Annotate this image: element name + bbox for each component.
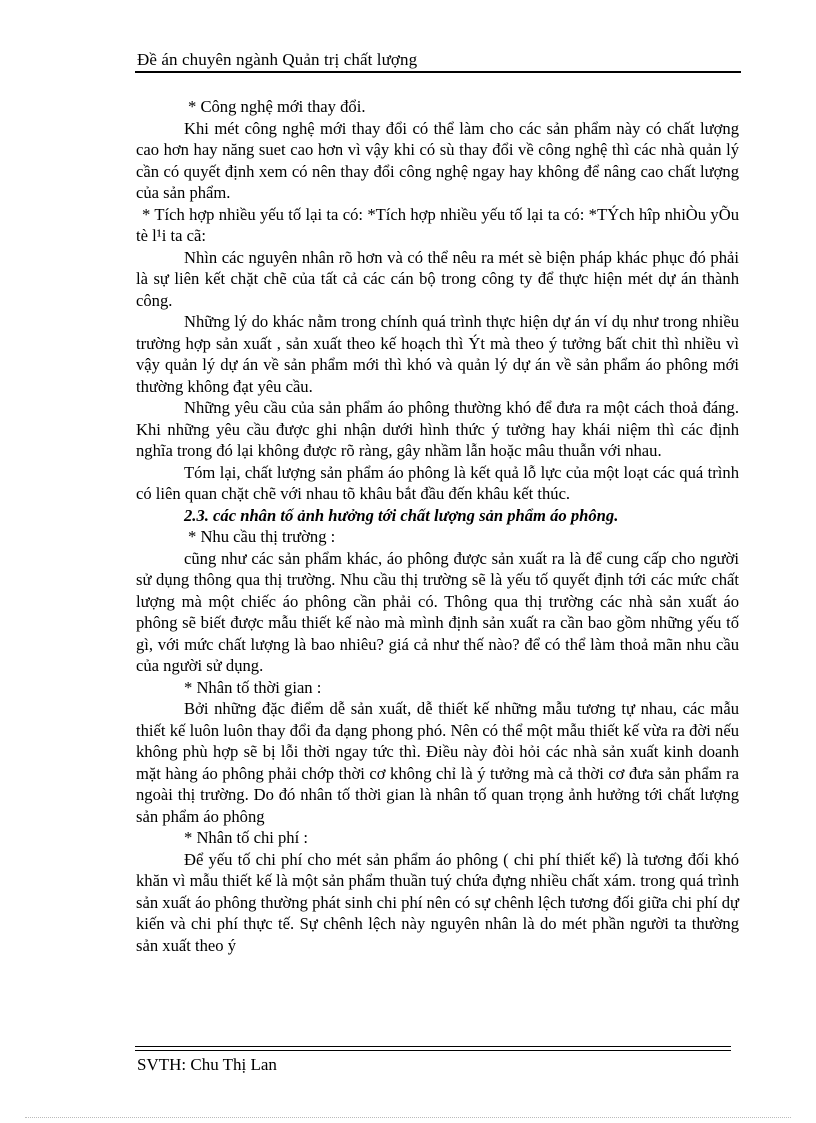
subheading-time-factor: * Nhân tố thời gian :	[184, 677, 322, 697]
section-heading: 2.3. các nhân tố ảnh hưởng tới chất lượng sản phẩm áo phông.	[184, 505, 619, 525]
paragraph-market-demand: cũng như các sản phẩm khác, áo phông được sản xuất ra là để cung cấp cho người sử dụng thông qua thị trường. Nhu cầu thị trường sẽ là yếu tố quyết định tới các mức chất lượng mà một chiếc áo phông cần phải có. Thông qua thị trường các nhà sản xuất áo phông sẽ biết được mẫu thiết kế nào mà mình định sản xuất ra cần bao gồm những yếu tố gì, với mức chất lượng là bao nhiêu? giá cả như thế nào? để có thể làm thoả mãn nhu cầu của người sử dụng.	[136, 548, 739, 675]
paragraph-time-factor: Bởi những đặc điểm dễ sản xuất, dễ thiết kế những mẫu tương tự nhau, các mẫu thiết kế luôn luôn thay đổi đa dạng phong phó. Nên có thể một mẫu thiết kế vừa ra đời nếu không phù hợp sẽ bị lỗi thời ngay tức thì. Điều này đòi hỏi các nhà sản xuất kinh doanh mặt hàng áo phông phải chớp thời cơ không chỉ là ý tưởng mà cả thời cơ đưa sản phẩm ra ngoài thị trường. Do đó nhân tố thời gian là nhân tố quan trọng ảnh hưởng tới chất lượng sản phẩm áo phông	[136, 699, 739, 826]
document-body	[136, 96, 739, 956]
footer-author: SVTH: Chu Thị Lan	[137, 1055, 277, 1074]
header-divider	[135, 71, 741, 73]
paragraph-technology: Khi mét công nghệ mới thay đổi có thể làm cho các sản phẩm này có chất lượng cao hơn hay năng suet cao hơn vì vậy khi có sù thay đổi về công nghệ thì các nhà quản lý cần có quyết định xem có nên thay đổi công nghệ ngay hay không để nâng cao chất lượng của sản phẩm.	[136, 118, 739, 202]
footer-divider-top	[135, 1046, 731, 1047]
paragraph-cost-factor: Để yếu tố chi phí cho mét sản phẩm áo phông ( chi phí thiết kế) là tương đối khó khăn vì mẫu thiết kế là một sản phẩm thuần tuý chứa đựng nhiều chất xám. trong quá trình sản xuất áo phông thường phát sinh chi phí nên có sự chênh lệch tương đối giữa chi phí dự kiến và chi phí thực tế. Sự chênh lệch này nguyên nhân là do mét phần người ta thường sản xuất theo ý	[136, 849, 739, 955]
subheading-market-demand: * Nhu cầu thị trường :	[188, 527, 336, 546]
paragraph-requirements: Những yêu cầu của sản phẩm áo phông thường khó để đưa ra một cách thoả đáng. Khi những yêu cầu được ghi nhận dưới hình thức ý tưởng hay khái niệm thì các định nghĩa trong đó lại không được rõ ràng, gây nhầm lẫn hoặc mâu thuẫn với nhau.	[136, 398, 739, 460]
page-header-title: Đề án chuyên ngành Quản trị chất lượng	[137, 50, 418, 69]
subheading-technology: * Công nghệ mới thay đổi.	[188, 97, 366, 116]
paragraph-solutions: Nhìn các nguyên nhân rõ hơn và có thể nêu ra mét sè biện pháp khác phục đó phải là sự liên kết chặt chẽ của tất cả các cán bộ trong công ty để thực hiện mét dự án thành công.	[136, 247, 739, 310]
paragraph-summary: Tóm lại, chất lượng sản phẩm áo phông là kết quả lỗ lực của một loạt các quá trình có liên quan chặt chẽ với nhau tõ khâu bắt đầu đến khâu kết thúc.	[136, 462, 739, 503]
page-bottom-edge	[25, 1117, 791, 1118]
paragraph-integration: * Tích hợp nhiều yếu tố lại ta có: *Tích hợp nhiều yếu tố lại ta có: *TÝch hîp nhiÒu yÕu tè l¹i ta cã:	[136, 204, 739, 245]
subheading-cost-factor: * Nhân tố chi phí :	[184, 828, 308, 847]
footer-divider-bottom	[135, 1050, 731, 1051]
paragraph-other-reasons: Những lý do khác nằm trong chính quá trình thực hiện dự án ví dụ như trong nhiều trường hợp sản xuất , sản xuất theo kế hoạch thì Ýt mà theo ý tưởng bất chit thì nhiều vì vậy quản lý dự án về sản phẩm mới thì khó và quản lý dự án về sản phẩm áo phông mới thường không đạt yêu cầu.	[136, 312, 739, 396]
